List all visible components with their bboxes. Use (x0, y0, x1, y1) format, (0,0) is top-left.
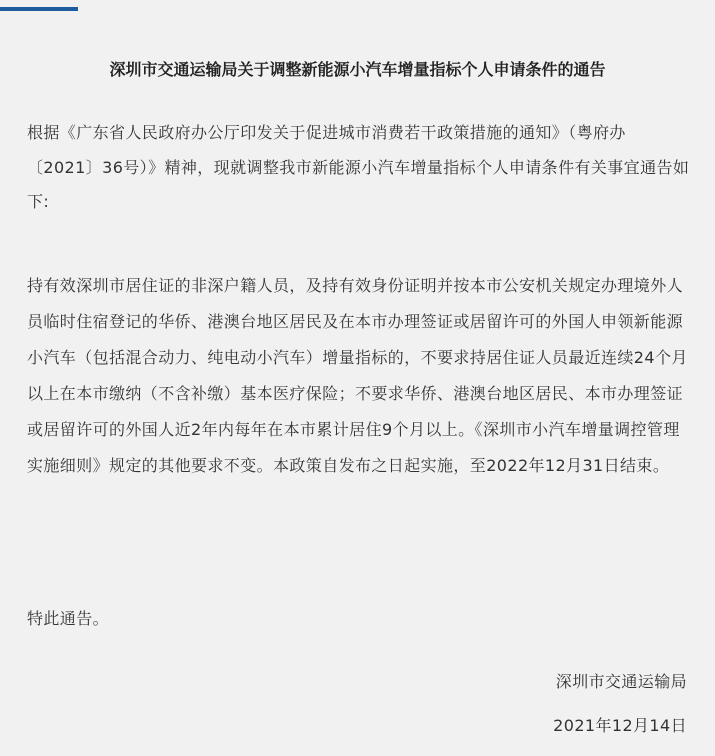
signature-organization: 深圳市交通运输局 (555, 672, 687, 691)
intro-paragraph: 根据《广东省人民政府办公厅印发关于促进城市消费若干政策措施的通知》（粤府办〔2021〕36号）》精神，现就调整我市新能源小汽车增量指标个人申请条件有关事宜通告如下: (27, 123, 690, 212)
header-accent-bar (0, 7, 78, 11)
closing-paragraph: 特此通告。 (27, 609, 110, 628)
signature-date: 2021年12月14日 (553, 716, 687, 735)
notice-title: 深圳市交通运输局关于调整新能源小汽车增量指标个人申请条件的通告 (109, 60, 606, 79)
main-paragraph: 持有效深圳市居住证的非深户籍人员，及持有效身份证明并按本市公安机关规定办理境外人员临时住宿登记的华侨、港澳台地区居民及在本市办理签证或居留许可的外国人申领新能源小汽车（包括混合动力、纯电动小汽车）增量指标的，不要求持居住证人员最近连续24个月以上在本市缴纳（不含补缴）基本医疗保险；不要求华侨、港澳台地区居民、本市办理签证或居留许可的外国人近2年内每年在本市累计居住9个月以上。《深圳市小汽车增量调控管理实施细则》规定的其他要求不变。本政策自发布之日起实施，至2022年12月31日结束。 (27, 276, 688, 475)
